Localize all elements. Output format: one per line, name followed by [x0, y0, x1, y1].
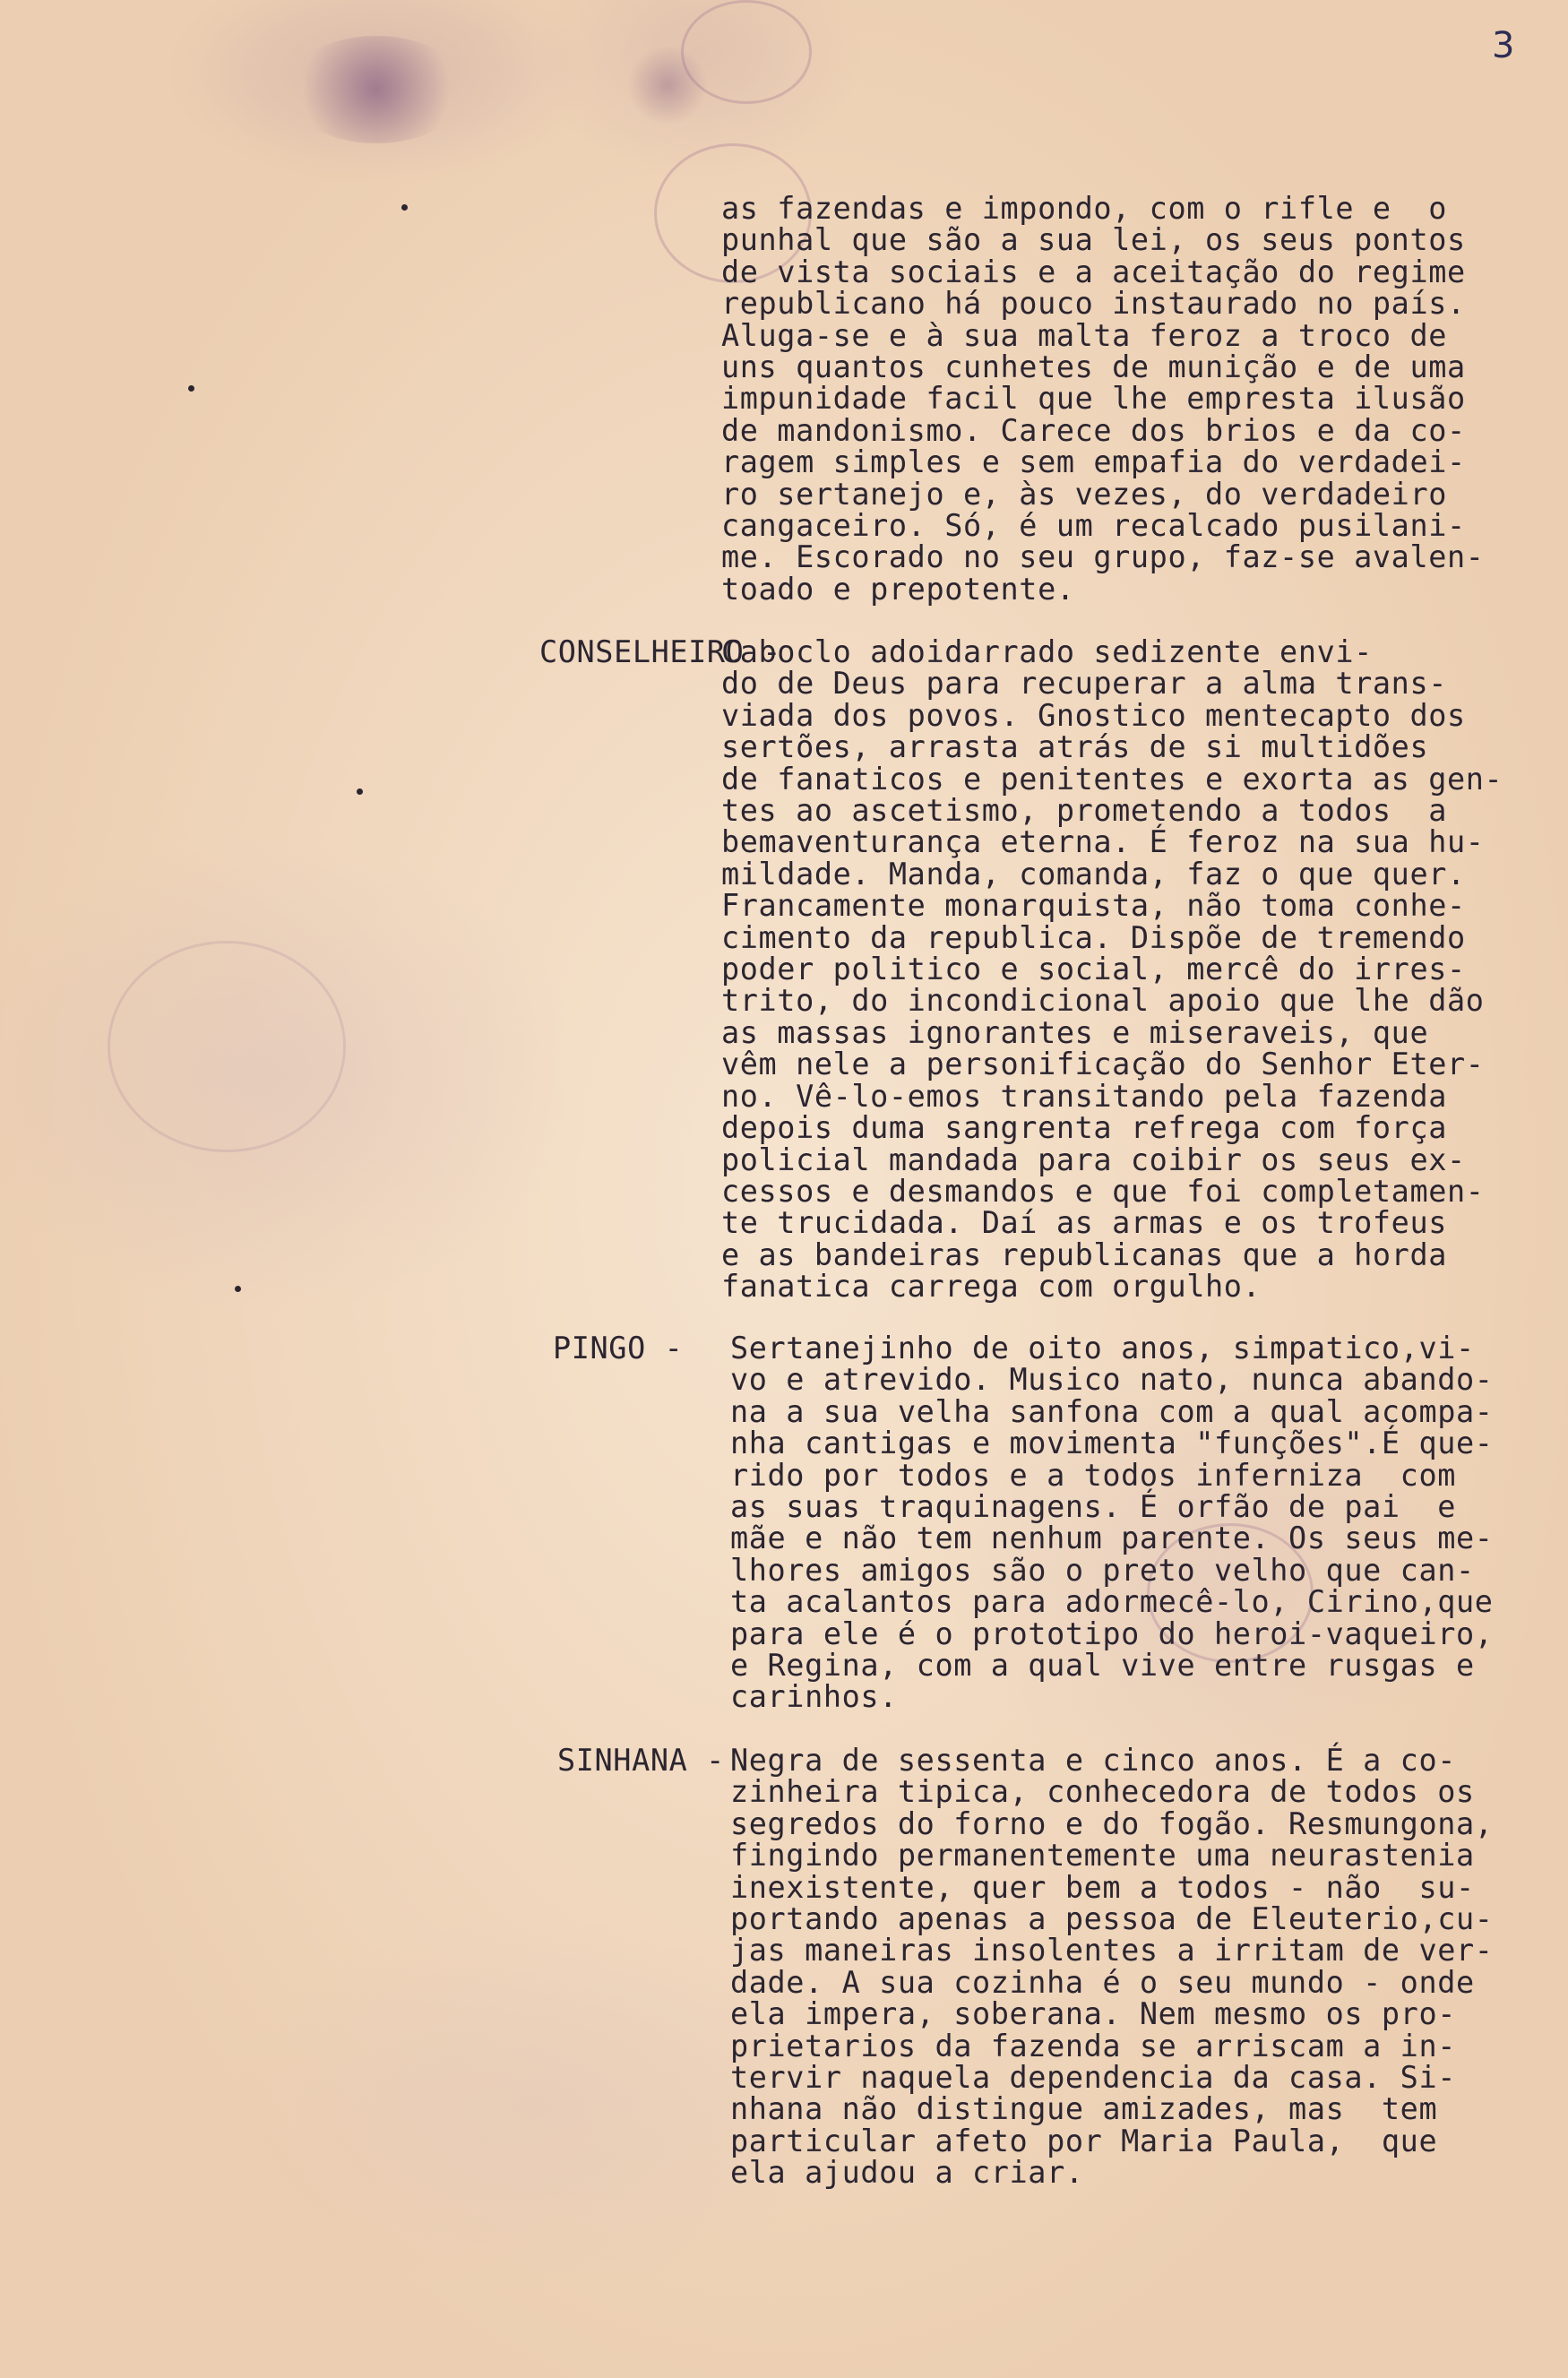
typed-line: prietarios da fazenda se arriscam a in-	[730, 2028, 1456, 2064]
typed-line: impunidade facil que lhe empresta ilusão	[721, 381, 1466, 417]
typed-line: tes ao ascetismo, prometendo a todos a	[721, 793, 1447, 829]
typed-line: te trucidada. Daí as armas e os trofeus	[721, 1205, 1447, 1241]
typed-line: tervir naquela dependencia da casa. Si-	[730, 2060, 1456, 2096]
typed-line: de fanaticos e penitentes e exorta as gen-	[721, 761, 1503, 797]
character-name-sinhana: SINHANA -	[557, 1743, 725, 1778]
typed-line: de mandonismo. Carece dos brios e da co-	[721, 412, 1466, 448]
character-name-pingo: PINGO -	[553, 1331, 684, 1366]
typed-line: cessos e desmandos e que foi completamen-	[721, 1173, 1485, 1209]
character-description-sinhana	[730, 1745, 1494, 2189]
ink-dot	[235, 1286, 241, 1292]
typed-line: portando apenas a pessoa de Eleuterio,cu-	[730, 1901, 1494, 1937]
typed-line: Sertanejinho de oito anos, simpatico,vi-	[730, 1331, 1475, 1366]
typed-line: no. Vê-lo-emos transitando pela fazenda	[721, 1078, 1447, 1114]
typed-line: e Regina, com a qual vive entre rusgas e	[730, 1648, 1475, 1684]
typed-line: para ele é o prototipo do heroi-vaqueiro,	[730, 1615, 1494, 1651]
typed-line: jas maneiras insolentes a irritam de ver-	[730, 1933, 1494, 1969]
typed-line: as suas traquinagens. É orfão de pai e	[730, 1489, 1456, 1525]
typed-line: dade. A sua cozinha é o seu mundo - onde	[730, 1964, 1475, 2000]
ink-dot	[357, 788, 363, 795]
typed-line: Negra de sessenta e cinco anos. É a co-	[730, 1743, 1456, 1778]
typed-line: cimento da republica. Dispõe de tremendo	[721, 919, 1466, 955]
typed-line: particular afeto por Maria Paula, que	[730, 2123, 1438, 2158]
typed-line: as fazendas e impondo, com o rifle e o	[721, 191, 1447, 226]
typed-line: e as bandeiras republicanas que a horda	[721, 1236, 1447, 1272]
typed-line: nha cantigas e movimenta "funções".É que-	[730, 1426, 1494, 1461]
typed-line: nhana não distingue amizades, mas tem	[730, 2091, 1438, 2127]
typed-line: republicano há pouco instaurado no país.	[721, 286, 1466, 322]
page-number: 3	[1492, 25, 1515, 66]
character-description-conselheiro	[721, 636, 1503, 1303]
typed-line: segredos do forno e do fogão. Resmungona,	[730, 1805, 1494, 1841]
typed-line: ela ajudou a criar.	[730, 2155, 1084, 2191]
intro-paragraph	[721, 193, 1485, 605]
typed-line: bemaventurança eterna. É feroz na sua hu-	[721, 824, 1485, 860]
typed-line: ragem simples e sem empafia do verdadei-	[721, 444, 1466, 480]
typed-line: Francamente monarquista, não toma conhe-	[721, 888, 1466, 924]
typed-line: inexistente, quer bem a todos - não su-	[730, 1869, 1475, 1905]
ink-stain	[287, 36, 466, 143]
typed-line: lhores amigos são o preto velho que can-	[730, 1552, 1475, 1588]
typed-line: mildade. Manda, comanda, faz o que quer.	[721, 856, 1466, 892]
water-ring	[108, 941, 346, 1152]
water-ring	[681, 0, 812, 104]
character-name-conselheiro: CONSELHEIRO -	[539, 634, 781, 669]
typed-line: carinhos.	[730, 1679, 898, 1715]
typed-line: uns quantos cunhetes de munição e de uma	[721, 349, 1466, 385]
typed-line: Caboclo adoidarrado sedizente envi-	[721, 634, 1373, 669]
typed-line: na a sua velha sanfona com a qual acompa-	[730, 1393, 1494, 1429]
typed-line: vêm nele a personificação do Senhor Eter-	[721, 1047, 1485, 1082]
typed-line: sertões, arrasta atrás de si multidões	[721, 729, 1429, 765]
typed-line: viada dos povos. Gnostico mentecapto dos	[721, 697, 1466, 733]
character-description-pingo	[730, 1332, 1494, 1713]
typed-line: trito, do incondicional apoio que lhe dão	[721, 983, 1485, 1019]
typed-line: Aluga-se e à sua malta feroz a troco de	[721, 317, 1447, 353]
ink-dot	[401, 204, 408, 211]
typed-line: de vista sociais e a aceitação do regime	[721, 254, 1466, 289]
typed-line: me. Escorado no seu grupo, faz-se avalen-	[721, 539, 1485, 575]
typed-line: depois duma sangrenta refrega com força	[721, 1110, 1447, 1146]
typed-line: policial mandada para coibir os seus ex-	[721, 1142, 1466, 1177]
typed-line: as massas ignorantes e miseraveis, que	[721, 1014, 1429, 1050]
typed-line: ta acalantos para adormecê-lo, Cirino,que	[730, 1584, 1494, 1620]
typed-line: fanatica carrega com orgulho.	[721, 1269, 1262, 1305]
typed-line: ro sertanejo e, às vezes, do verdadeiro	[721, 476, 1447, 512]
typed-line: mãe e não tem nenhum parente. Os seus me-	[730, 1521, 1494, 1556]
typed-line: cangaceiro. Só, é um recalcado pusilani-	[721, 508, 1466, 544]
typed-line: toado e prepotente.	[721, 571, 1075, 607]
typed-line: vo e atrevido. Musico nato, nunca abando-	[730, 1362, 1494, 1398]
typed-line: fingindo permanentemente uma neurastenia	[730, 1838, 1475, 1874]
typed-line: zinheira tipica, conhecedora de todos os	[730, 1774, 1475, 1810]
typed-line: rido por todos e a todos inferniza com	[730, 1457, 1456, 1493]
typed-line: do de Deus para recuperar a alma trans-	[721, 666, 1447, 702]
typed-line: punhal que são a sua lei, os seus pontos	[721, 222, 1466, 258]
typed-line: ela impera, soberana. Nem mesmo os pro-	[730, 1996, 1456, 2032]
ink-dot	[188, 385, 194, 392]
typed-line: poder politico e social, mercê do irres-	[721, 952, 1466, 987]
